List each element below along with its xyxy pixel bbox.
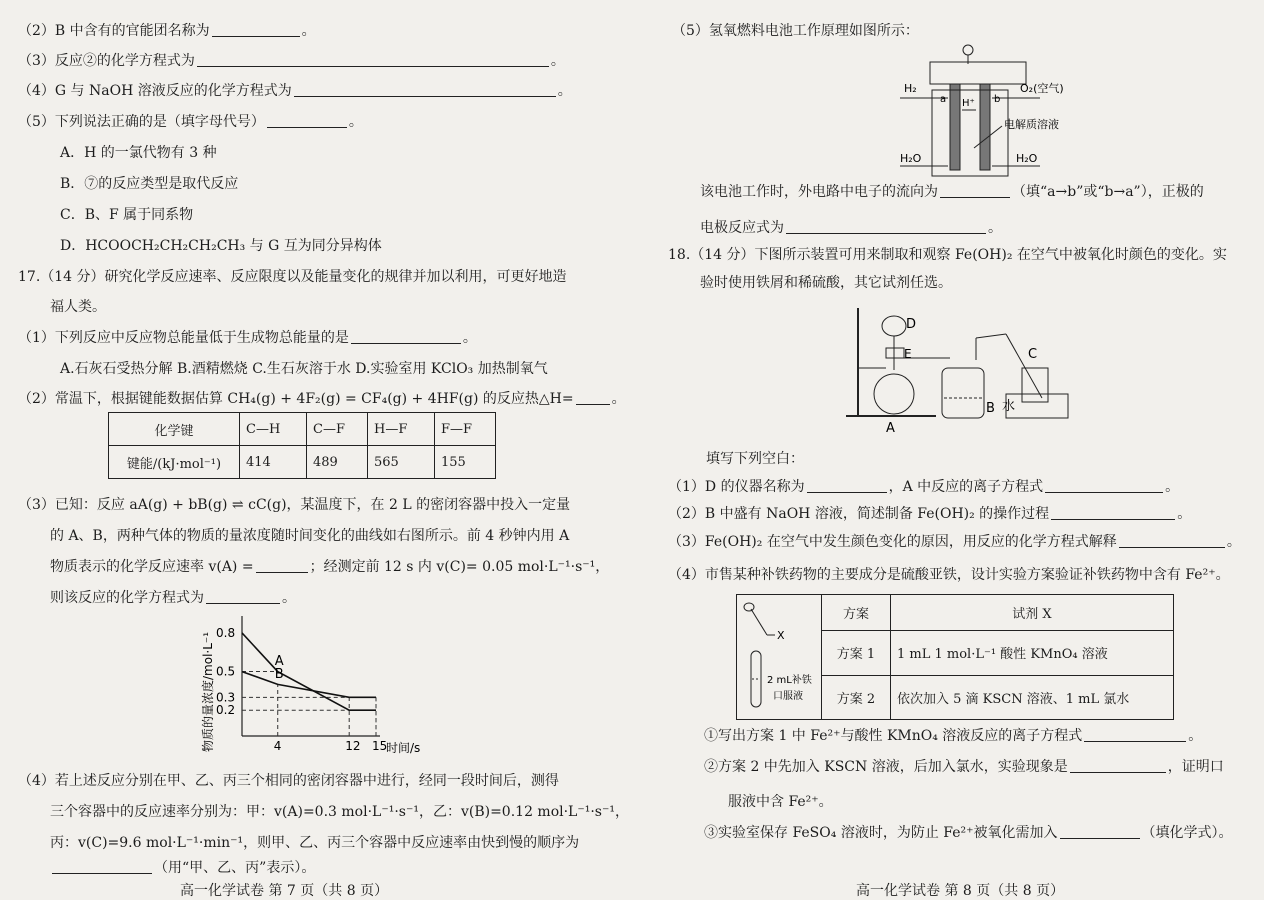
answer-blank[interactable] [1060,824,1140,839]
table-header: F—F [435,413,496,446]
reagent-x-label: X [777,629,785,642]
chart-series-label-B: B [274,667,284,682]
water-trough [1006,394,1068,418]
table-cell: 方案 2 [822,675,891,719]
electrolyte-label: 电解质溶液 [1004,118,1059,131]
table-header-row [109,413,496,446]
label-e: E [904,347,912,361]
separatory-funnel [882,316,906,336]
q16-part3: （3）反应②的化学方程式为 。 [18,53,565,69]
chart-y-tick-0.5: 0.5 [216,664,236,679]
table-cell: 方案 1 [822,631,891,675]
water-out-right-label: H₂O [1016,152,1038,165]
q18-part4: （4）市售某种补铁药物的主要成分是硫酸亚铁，设计实验方案验证补铁药物中含有 Fe²⁺。 [668,567,1230,583]
h-plus-label: H⁺ [962,98,975,109]
chart-x-tick-4: 4 [273,739,282,753]
answer-blank[interactable] [206,589,280,604]
chart-x-tick-15: 15 [372,739,388,753]
answer-blank[interactable] [576,390,610,405]
bottle-b [942,368,984,418]
q18-sub2-cont: 服液中含 Fe²⁺。 [728,794,833,810]
q18-sub3: ③实验室保存 FeSO₄ 溶液时，为防止 Fe²⁺被氧化需加入 （填化学式）。 [704,825,1233,841]
fe-oh2-apparatus-diagram [846,298,1086,438]
q17-part4-line4: （用“甲、乙、丙”表示）。 [50,859,315,877]
dropper-icon [751,609,767,635]
chart-series-line-B [242,672,376,698]
option-c: C．B、F 属于同系物 [60,207,194,223]
option-a: A．H 的一氯代物有 3 种 [60,145,217,161]
answer-blank[interactable] [786,219,986,234]
table-header: H—F [368,413,435,446]
answer-blank[interactable] [1119,533,1225,548]
q17-part4-line1: （4）若上述反应分别在甲、乙、丙三个相同的密闭容器中进行，经同一段时间后，测得 [18,773,559,789]
answer-blank[interactable] [807,478,887,493]
table-cell: 489 [307,446,368,479]
page-footer: 高一化学试卷 第 7 页（共 8 页） [180,883,389,899]
test-tube-illustration [737,595,822,720]
answer-blank[interactable] [256,558,308,573]
label-a: A [886,421,895,436]
q17-part3-line2: 的 A、B，两种气体的物质的量浓度随时间变化的曲线如右图所示。前 4 秒钟内用 A [50,528,570,544]
table-row-label: 键能/(kJ·mol⁻¹) [109,446,240,479]
chart-x-axis-label: 时间/s [386,741,421,755]
exam-page-8 [640,0,1264,900]
chart-guide-lines [242,672,376,736]
label-water: 水 [1002,399,1016,414]
tube-label-line2: 口服液 [773,691,803,702]
q18-part3: （3）Fe(OH)₂ 在空气中发生颜色变化的原因，用反应的化学方程式解释 。 [668,534,1241,550]
h2-label: H₂ [904,82,917,95]
q16-part5: （5）下列说法正确的是（填字母代号） 。 [18,114,363,130]
chart-series-group [242,633,376,710]
light-bulb-icon [963,45,973,55]
fill-instructions: 填写下列空白： [706,451,804,467]
page-footer: 高一化学试卷 第 8 页（共 8 页） [856,883,1065,899]
electrode-a [950,84,960,170]
tube-label-line1: 2 mL补铁 [767,675,812,686]
q17-part4-line3: 丙：v(C)=9.6 mol·L⁻¹·min⁻¹，则甲、乙、丙三个容器中反应速率由快到慢的顺序为 [50,835,580,851]
chart-y-axis-label: 物质的量浓度/mol·L⁻¹ [201,631,215,752]
table-header-row [737,595,1174,631]
table-header: C—H [240,413,307,446]
answer-blank[interactable] [940,183,1010,198]
label-c: C [1028,347,1038,362]
stopcock-e [886,348,904,358]
concentration-time-chart [196,612,436,764]
table-cell: 414 [240,446,307,479]
q18-intro-1: 18.（14 分）下图所示装置可用来制取和观察 Fe(OH)₂ 在空气中被氧化时颜色的变化。实 [668,247,1227,263]
table-cell: 1 mL 1 mol·L⁻¹ 酸性 KMnO₄ 溶液 [891,631,1174,675]
table-row [109,446,496,479]
q17-intro-1: 17.（14 分）研究化学反应速率、反应限度以及能量变化的规律并加以利用，可更好地造 [18,269,567,285]
q17-part1-options: A.石灰石受热分解 B.酒精燃烧 C.生石灰溶于水 D.实验室用 KClO₃ 加热制氧气 [60,361,548,377]
option-d: D．HCOOCH₂CH₂CH₂CH₃ 与 G 互为同分异构体 [60,238,382,254]
q17-part3-line4: 则该反应的化学方程式为 。 [50,590,296,606]
q17-part4-line2: 三个容器中的反应速率分别为：甲：v(A)=0.3 mol·L⁻¹·s⁻¹，乙：v(B)=0.12 mol·L⁻¹·s⁻¹， [50,804,629,820]
answer-blank[interactable] [52,859,152,874]
electrode-b [980,84,990,170]
table-header: 试剂 X [891,595,1174,631]
q18-intro-2: 验时使用铁屑和稀硫酸，其它试剂任选。 [700,275,952,291]
table-cell: 155 [435,446,496,479]
table-cell: 565 [368,446,435,479]
o2-label: O₂(空气) [1020,82,1064,95]
q17-intro-2: 福人类。 [50,299,106,315]
answer-blank[interactable] [351,329,461,344]
table-header: 化学键 [109,413,240,446]
chart-series-label-A: A [274,654,284,670]
label-d: D [906,317,917,332]
answer-blank[interactable] [197,52,549,67]
q18-sub1: ①写出方案 1 中 Fe²⁺与酸性 KMnO₄ 溶液反应的离子方程式 。 [704,728,1203,744]
chart-x-tick-12: 12 [345,739,361,753]
q17-part3-line3: 物质表示的化学反应速率 v(A) = ；经测定前 12 s 内 v(C)= 0.05 mol·L⁻¹·s⁻¹， [50,559,610,575]
answer-blank[interactable] [1045,478,1163,493]
chart-y-tick-0.2: 0.2 [216,703,236,718]
table-header: C—F [307,413,368,446]
label-b: B [986,401,995,416]
water-out-left-label: H₂O [900,152,922,165]
experiment-scheme-table [736,594,1174,720]
answer-blank[interactable] [267,113,347,128]
q17-part5-title: （5）氢氧燃料电池工作原理如图所示： [672,23,919,39]
chart-series-line-A [242,633,376,710]
answer-blank[interactable] [1051,505,1175,520]
chart-axes [242,616,380,736]
q17-part1: （1）下列反应中反应物总能量低于生成物总能量的是 。 [18,330,477,346]
q16-part2: （2）B 中含有的官能团名称为 。 [18,23,316,39]
q17-part3-line1: （3）已知：反应 aA(g) + bB(g) ⇌ cC(g)，某温度下，在 2 L 的密闭容器中投入一定量 [18,497,571,513]
table-cell: 依次加入 5 滴 KSCN 溶液、1 mL 氯水 [891,675,1174,719]
answer-blank[interactable] [294,82,556,97]
q18-part1: （1）D 的仪器名称为 ，A 中反应的离子方程式 。 [668,479,1180,495]
electrode-b-label: b [994,94,1001,105]
bond-energy-table [108,412,496,479]
answer-blank[interactable] [1084,727,1186,742]
q17-part5-line2: 电极反应式为 。 [700,220,1002,236]
chart-y-tick-0.3: 0.3 [216,690,236,705]
fuel-cell-diagram [890,40,1090,180]
option-b: B．⑦的反应类型是取代反应 [60,176,239,192]
q17-part2: （2）常温下，根据键能数据估算 CH₄(g) + 4F₂(g) = CF₄(g) + 4HF(g) 的反应热△H= 。 [18,391,626,407]
q18-part2: （2）B 中盛有 NaOH 溶液，简述制备 Fe(OH)₂ 的操作过程 。 [668,506,1192,522]
q16-part4: （4）G 与 NaOH 溶液反应的化学方程式为 。 [18,83,572,99]
electrode-a-label: a [940,94,947,105]
chart-y-tick-0.8: 0.8 [216,625,236,640]
table-header: 方案 [822,595,891,631]
q17-part5-line1: 该电池工作时，外电路中电子的流向为 （填“a→b”或“b→a”），正极的 [700,184,1204,200]
answer-blank[interactable] [212,22,300,37]
q18-sub2: ②方案 2 中先加入 KSCN 溶液，后加入氯水，实验现象是 ，证明口 [704,759,1224,775]
flask-a [874,374,914,414]
external-circuit [930,62,1026,84]
answer-blank[interactable] [1070,758,1166,773]
